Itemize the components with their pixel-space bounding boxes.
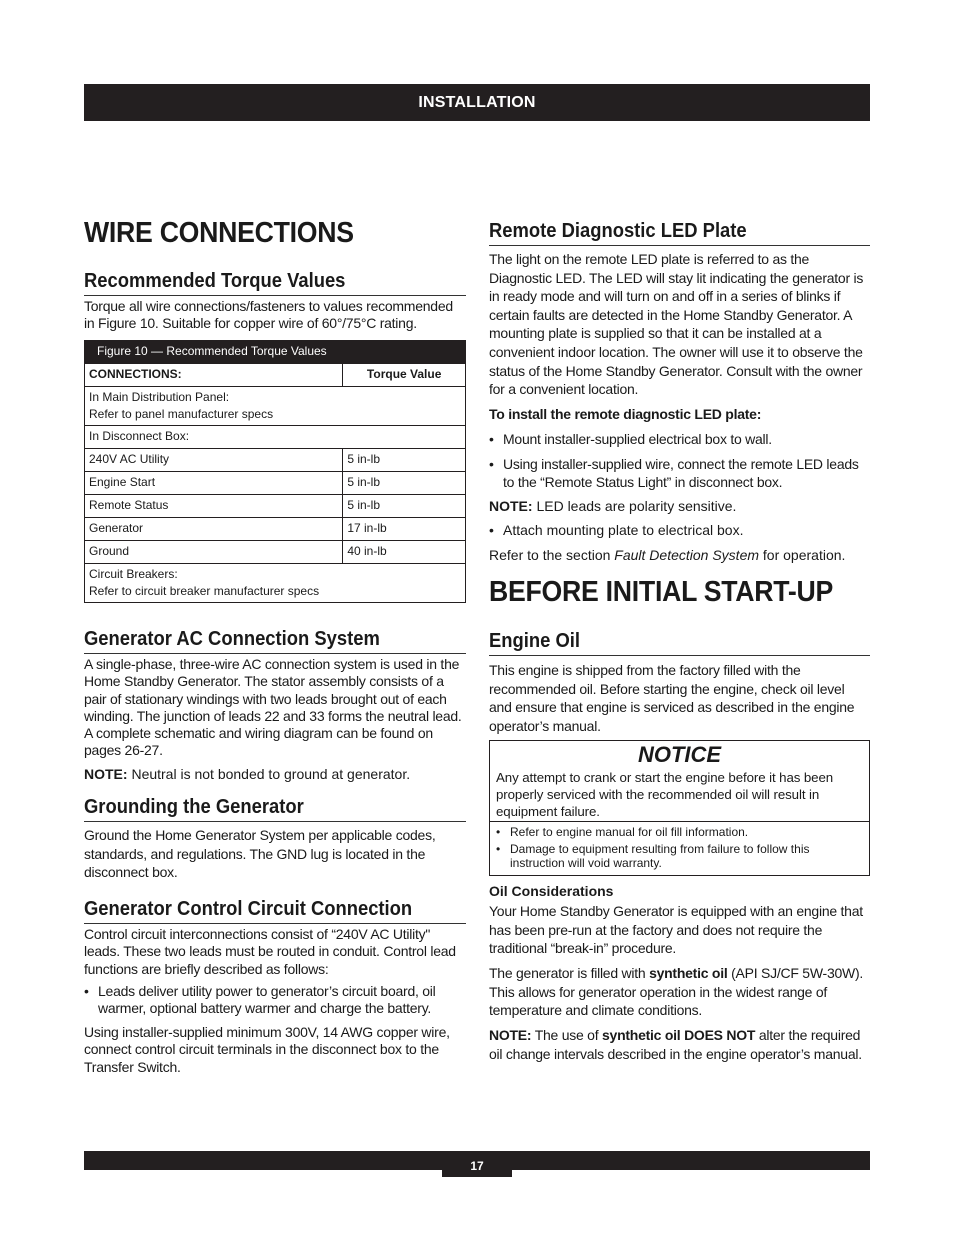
row-value: 5 in-lb — [343, 449, 466, 472]
ac-system-note — [84, 765, 466, 784]
oil-considerations-body: Your Home Standby Generator is equipped with an engine that has been pre-run at the factory and does not require the traditional “break-in” procedure. — [489, 903, 863, 957]
notice-body: Any attempt to crank or start the engine before it has been properly serviced with the recommended oil will result in equipment failure. — [490, 769, 869, 822]
list-item: • Leads deliver utility power to generator’s circuit board, oil warmer, optional battery warmer and charge the battery. — [84, 983, 466, 1018]
table-row — [85, 541, 466, 564]
table-caption: Figure 10 — Recommended Torque Values — [85, 341, 466, 364]
synthetic-oil-emphasis: synthetic oil — [649, 965, 728, 981]
row-name: 240V AC Utility — [85, 449, 343, 472]
led-heading: Remote Diagnostic LED Plate — [489, 220, 870, 246]
page-number: 17 — [442, 1153, 512, 1177]
main-panel-note: Refer to panel manufacturer specs — [89, 407, 274, 421]
note-label: NOTE: — [84, 766, 128, 782]
note-label: NOTE: — [489, 498, 533, 514]
led-bullets-2 — [489, 521, 870, 540]
row-name: Remote Status — [85, 495, 343, 518]
torque-table — [84, 340, 466, 603]
table-row — [85, 426, 466, 449]
table-row — [85, 495, 466, 518]
control-heading: Generator Control Circuit Connection — [84, 898, 466, 924]
notice-bullets — [490, 825, 869, 870]
table-row — [85, 472, 466, 495]
oil-note — [489, 1026, 870, 1063]
control-bullets — [84, 983, 466, 1018]
led-refer — [489, 546, 870, 565]
engine-oil-heading: Engine Oil — [489, 630, 870, 656]
grounding-heading: Grounding the Generator — [84, 796, 466, 822]
row-name: Ground — [85, 541, 343, 564]
fault-detection-reference: Fault Detection System — [614, 547, 760, 563]
led-install-heading: To install the remote diagnostic LED plate: — [489, 406, 762, 422]
section-title: INSTALLATION — [418, 93, 536, 111]
before-startup-title: BEFORE INITIAL START-UP — [489, 576, 833, 608]
wire-connections-title: WIRE CONNECTIONS — [84, 217, 354, 249]
note-text: LED leads are polarity sensitive. — [532, 498, 737, 514]
led-body: The light on the remote LED plate is referred to as the Diagnostic LED. The LED will stay lit indicating the generator is in ready mode and will turn on and off in a series of blinks if certain faults are detected in the Home Standby Generator. A mounting plate is supplied so that it can be installed at a convenient indoor location. The owner will use it to observe the status of the Home Standby Generator. Consult with the owner for a convenient location. — [489, 251, 864, 398]
note-emphasis: synthetic oil DOES NOT — [602, 1027, 756, 1043]
col-connections-header: CONNECTIONS: — [85, 364, 343, 387]
list-item: • Mount installer-supplied electrical box to wall. — [489, 430, 870, 449]
table-header-row — [85, 364, 466, 387]
control-body: Control circuit interconnections consist of “240V AC Utility" leads. These two leads must be routed in conduit. Control lead functions are briefly described as follows: — [84, 926, 456, 977]
row-value: 17 in-lb — [343, 518, 466, 541]
ac-system-heading: Generator AC Connection System — [84, 628, 466, 654]
note-text: Neutral is not bonded to ground at generator. — [127, 766, 411, 782]
list-item: • Damage to equipment resulting from failure to follow this instruction will void warranty. — [496, 842, 863, 870]
note-label: NOTE: — [489, 1027, 532, 1043]
ac-system-body: A single-phase, three-wire AC connection system is used in the Home Standby Generator. The stator assembly consists of a pair of stationary windings with two leads brought out of each winding. The junction of leads 22 and 33 forms the neutral lead. A complete schematic and wiring diagram can be found on pages 26-27. — [84, 656, 462, 759]
main-panel-cell — [85, 387, 466, 426]
engine-oil-body: This engine is shipped from the factory filled with the recommended oil. Before starting the engine, check oil level and ensure that engine is serviced as described in the engine operator’s manual. — [489, 662, 855, 734]
breakers-note: Refer to circuit breaker manufacturer specs — [89, 584, 320, 598]
section-header-bar — [84, 84, 870, 121]
row-name: Generator — [85, 518, 343, 541]
list-item: • Attach mounting plate to electrical box. — [489, 521, 870, 540]
note-text-end: alter the required oil change intervals described in the engine operator’s manual. — [489, 1027, 862, 1062]
list-item: • Refer to engine manual for oil fill information. — [496, 825, 863, 839]
main-panel-label: In Main Distribution Panel: — [89, 390, 230, 404]
led-bullets — [489, 430, 870, 492]
grounding-body: Ground the Home Generator System per applicable codes, standards, and regulations. The GND lug is located in the disconnect box. — [84, 827, 436, 881]
torque-heading: Recommended Torque Values — [84, 270, 466, 296]
refer-text: Refer to the section — [489, 547, 615, 563]
table-row — [85, 449, 466, 472]
refer-text-end: for operation. — [759, 547, 846, 563]
synthetic-oil-paragraph — [489, 964, 870, 1020]
filled-text-end: (API SJ/CF 5W-30W). This allows for generator operation in the widest range of temperature and climate conditions. — [489, 965, 864, 1019]
row-value: 40 in-lb — [343, 541, 466, 564]
breakers-label: Circuit Breakers: — [89, 567, 178, 581]
control-body-2: Using installer-supplied minimum 300V, 14 AWG copper wire, connect control circuit terminals in the disconnect box to the Transfer Switch. — [84, 1024, 450, 1075]
row-value: 5 in-lb — [343, 495, 466, 518]
table-row — [85, 518, 466, 541]
row-value: 5 in-lb — [343, 472, 466, 495]
oil-considerations-heading: Oil Considerations — [489, 883, 614, 899]
table-caption-row — [85, 341, 466, 364]
breakers-cell — [85, 564, 466, 603]
filled-text: The generator is filled with — [489, 965, 650, 981]
led-note — [489, 497, 870, 516]
notice-title: NOTICE — [637, 742, 722, 767]
list-item: • Using installer-supplied wire, connect the remote LED leads to the “Remote Status Light” in disconnect box. — [489, 455, 870, 492]
torque-intro: Torque all wire connections/fasteners to values recommended in Figure 10. Suitable for copper wire of 60°/75°C rating. — [84, 298, 453, 331]
row-name: Engine Start — [85, 472, 343, 495]
disconnect-box-label: In Disconnect Box: — [85, 426, 466, 449]
col-torque-header: Torque Value — [343, 364, 466, 387]
notice-box — [489, 740, 870, 876]
table-row — [85, 564, 466, 603]
table-row — [85, 387, 466, 426]
note-text: The use of — [531, 1027, 602, 1043]
